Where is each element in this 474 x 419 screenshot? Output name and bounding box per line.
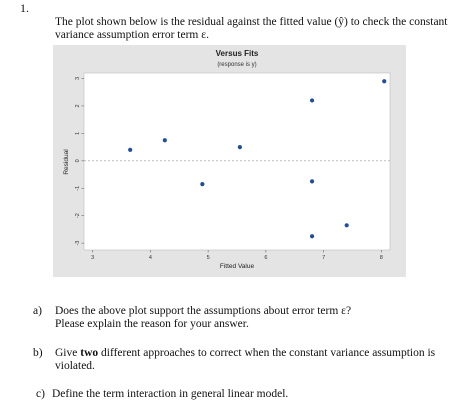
x-tick-label: 6 [264, 255, 268, 261]
question-intro [55, 16, 467, 42]
data-point-8 [345, 223, 349, 227]
plot-area [84, 73, 390, 250]
chart-title: Versus Fits [215, 49, 259, 58]
data-point-3 [200, 182, 204, 186]
data-point-7 [310, 234, 314, 238]
x-tick-label: 5 [206, 255, 210, 261]
y-tick-label: 3 [75, 76, 81, 81]
x-tick-label: 4 [148, 255, 152, 261]
question-b [33, 347, 468, 375]
data-point-1 [128, 148, 132, 152]
y-axis-label: Residual [63, 149, 70, 175]
question-c [36, 388, 468, 402]
y-tick-label: 1 [75, 131, 81, 135]
question-a-label: a) [33, 305, 42, 317]
chart-subtitle: (response is y) [217, 62, 257, 68]
question-a-line-2: Please explain the reason for your answer. [55, 318, 249, 330]
y-tick-label: 0 [75, 159, 81, 163]
intro-line-2: variance assumption error term ε. [55, 29, 209, 41]
question-b-line-1 [55, 347, 435, 360]
intro-line-1: The plot shown below is the residual against the fitted value (ŷ) to check the constant [55, 16, 448, 28]
question-number: 1. [20, 1, 29, 15]
data-point-4 [238, 145, 242, 149]
residual-plot-svg [53, 45, 406, 277]
y-tick-label: 2 [75, 104, 81, 108]
question-b-emphasis: two [80, 347, 99, 359]
x-axis-label: Fitted Value [219, 263, 255, 270]
question-b-line-2: violated. [55, 360, 95, 372]
x-tick-label: 8 [379, 255, 383, 261]
question-c-line-1: Define the term interaction in general linear model. [52, 388, 289, 400]
y-tick-label: -1 [75, 185, 81, 191]
x-tick-label: 3 [91, 255, 95, 261]
y-tick-label: -2 [75, 213, 81, 219]
question-c-label: c) [36, 388, 45, 400]
data-point-6 [310, 179, 314, 183]
question-a-line-1: Does the above plot support the assumptions about error term ε? [55, 305, 352, 317]
data-point-5 [310, 98, 314, 102]
question-b-pre: Give [55, 347, 81, 359]
residual-plot [53, 45, 406, 277]
question-b-label: b) [33, 347, 43, 359]
y-tick-label: -3 [75, 240, 81, 246]
question-a [33, 305, 468, 333]
x-tick-label: 7 [322, 255, 326, 261]
data-point-2 [163, 138, 167, 142]
question-b-post: different approaches to correct when the constant variance assumption is [98, 347, 436, 359]
data-point-9 [382, 79, 386, 83]
